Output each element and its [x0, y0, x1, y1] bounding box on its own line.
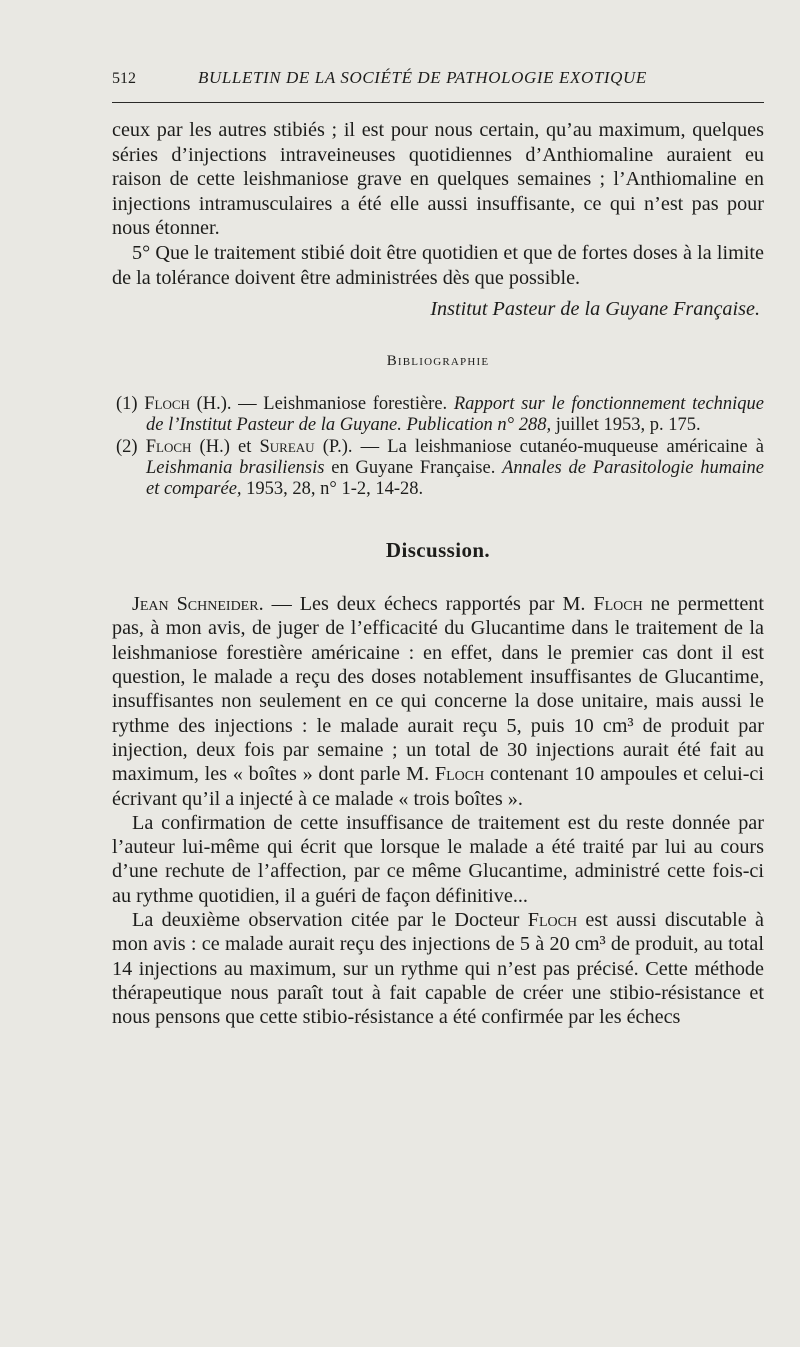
ref-journal: Annales de Parasitologie humaine et comparée, — [146, 458, 764, 500]
discussion-text: ne permettent pas, à mon avis, de juger de l’efficacité du Glucantime dans le traitement de la leishmaniose forestière américaine : en effet, dans le premier cas dont il est question, le malade a reçu des doses notablement insuffisantes de Glucantime, insuffisantes non seulement en ce qui concerne la dose unitaire, mais aussi le rythme des injections : le malade aurait reçu 5, puis 10 cm³ de produit par injection, deux fois par semaine ; un total de 30 injections aurait été fait au maximum, les « boîtes » dont parle M. — [112, 593, 764, 786]
discussion-body — [112, 592, 764, 1029]
ref-number: (2) — [116, 437, 138, 458]
reference-1 — [112, 394, 764, 436]
ref-text: (H.) et — [191, 437, 260, 458]
cited-author: Floch — [593, 593, 643, 616]
cited-author: Floch — [434, 763, 485, 786]
running-head — [112, 68, 764, 103]
cited-author: Floch — [527, 909, 578, 932]
ref-number: (1) — [116, 394, 138, 415]
ref-text: (H.). — Leishmaniose forestière. — [189, 394, 454, 415]
ref-title: Rapport sur le fonctionnement technique de l’Institut Pasteur de la Guyane. Publication n° 288, — [146, 394, 765, 436]
discussion-paragraph-1 — [112, 592, 764, 811]
discussion-text: contenant 10 ampoules et celui-ci écrivant qu’il a injecté à ce malade « trois boîtes ». — [112, 763, 764, 810]
ref-title: Leishmania brasiliensis — [146, 458, 325, 479]
ref-text-2: en Guyane Française. — [324, 458, 503, 479]
body-paragraph-1: ceux par les autres stibiés ; il est pour nous certain, qu’au maximum, quelques séries d’injections intraveineuses quotidiennes d’Anthiomaline auraient eu raison de cette leishmaniose grave en quelques semaines ; l’Anthiomaline en injections intramusculaires a été elle aussi insuffisante, ce qui n’est pas pour nous étonner. — [112, 119, 764, 240]
author-affiliation: Institut Pasteur de la Guyane Française. — [430, 298, 760, 321]
speaker-name: Jean Schneider. — [132, 593, 264, 616]
discussion-text: — Les deux échecs rapportés par M. — [263, 593, 594, 616]
discussion-text: est aussi discutable à mon avis : ce malade aurait reçu des injections de 5 à 20 cm³ de produit, au total 14 injections au maximum, sur un rythme qui n’est pas précisé. Cette méthode thérapeutique nous paraît tout à fait capable de créer une stibio-résistance et nous pensons que cette stibio-résistance a été confirmée par les échecs — [112, 909, 764, 1029]
bibliography-list — [112, 394, 764, 500]
body-paragraph-2: 5° Que le traitement stibié doit être quotidien et que de fortes doses à la limite de la tolérance doivent être administrées dès que possible. — [112, 241, 764, 289]
page-number: 512 — [112, 70, 136, 87]
discussion-paragraph-2: La confirmation de cette insuffisance de traitement est du reste donnée par l’auteur lui-même qui écrit que lorsque le malade a été traité par lui au cours d’une rechute de l’affection, par ce même Glucantime, administré cette fois-ci au rythme quotidien, il a guéri de façon définitive... — [112, 811, 764, 907]
ref-tail: 1953, 28, n° 1-2, 14-28. — [241, 479, 424, 500]
ref-text: (P.). — La leishmaniose cutanéo-muqueuse américaine à — [314, 437, 764, 458]
ref-author: Floch — [145, 437, 192, 458]
bibliography-heading: Bibliographie — [386, 353, 490, 370]
discussion-paragraph-3 — [112, 908, 764, 1029]
ref-author: Floch — [144, 394, 190, 415]
page-content — [112, 68, 764, 1030]
reference-2 — [112, 437, 764, 500]
ref-author-2: Sureau — [259, 437, 315, 458]
discussion-text: La deuxième observation citée par le Docteur — [132, 909, 528, 932]
journal-title: BULLETIN DE LA SOCIÉTÉ DE PATHOLOGIE EXOTIQUE — [198, 68, 647, 87]
discussion-title: Discussion. — [385, 538, 491, 563]
ref-tail: juillet 1953, p. 175. — [551, 415, 701, 436]
